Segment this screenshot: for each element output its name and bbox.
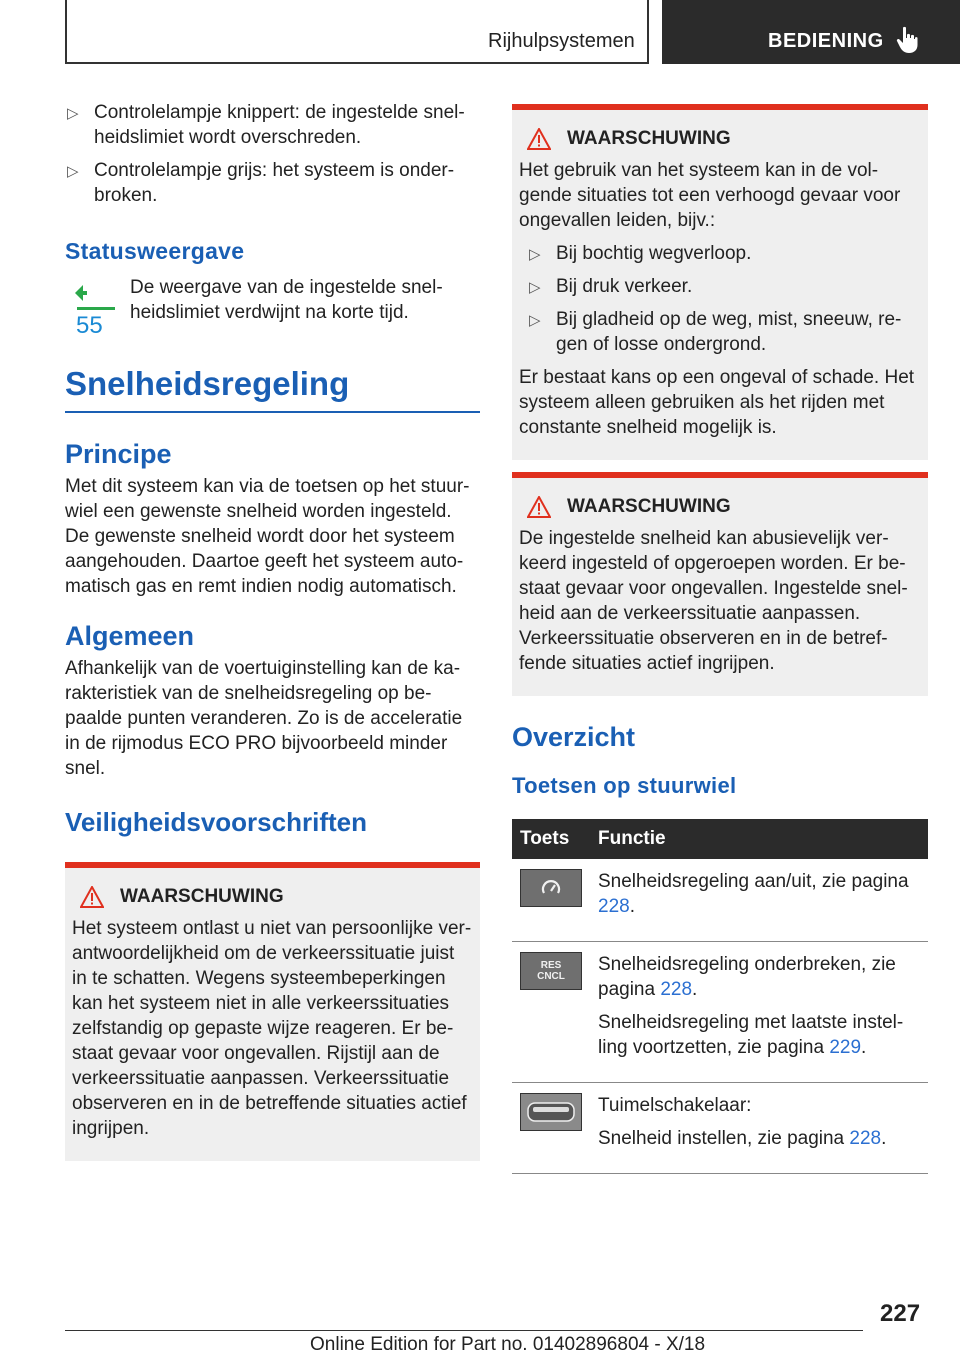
warning-title: WAARSCHUWING xyxy=(519,128,921,150)
warning-triangle-icon xyxy=(80,886,104,908)
list-item: ▷ Bij druk verkeer. xyxy=(527,274,921,299)
table-row xyxy=(512,942,928,1083)
table-row xyxy=(512,859,928,942)
principe-text: Met dit systeem kan via de toetsen op het stuurwiel een gewenste snelheid worden ingesteld. De gewenste snelheid wordt door het systeem aangehouden. Daartoe geeft het systeem automatisch gas en remt indien nodig automatisch. xyxy=(65,476,470,597)
warning-intro: Het gebruik van het systeem kan in de volgende situaties tot een verhoogd gevaar voor ongevallen leiden, bijv.: xyxy=(519,160,901,231)
right-column xyxy=(512,104,928,1174)
column-header-key: Toets xyxy=(512,819,590,859)
status-row xyxy=(65,275,480,355)
rocker-switch-icon xyxy=(520,1093,582,1131)
bullet-triangle-icon: ▷ xyxy=(529,312,541,329)
table-row xyxy=(512,1083,928,1174)
footer-divider xyxy=(65,1330,863,1331)
principe-heading: Principe xyxy=(65,439,172,469)
column-header-function: Functie xyxy=(590,819,928,859)
function-text: Snelheidsregeling onderbreken, zie pagina 228. xyxy=(598,954,896,1000)
pointing-hand-icon xyxy=(896,26,918,54)
warning-text: De ingestelde snelheid kan abusievelijk verkeerd ingesteld of opgeroepen worden. Er bestaat gevaar voor ongevallen. Ingestelde snelheid aan de verkeerssituatie aanpassen. Verkeerssituatie observeren en in de betreffende situaties actief ingrijpen. xyxy=(519,528,908,674)
warning-box xyxy=(512,472,928,696)
status-indicator-value: 55 xyxy=(76,312,103,335)
overzicht-heading: Overzicht xyxy=(512,722,636,752)
warning-text: Het systeem ontlast u niet van persoonlijke verantwoordelijkheid om de verkeerssituatie juist in te schatten. Wegens systeembeperkingen kan het systeem niet in alle verkeerssituaties zelfstandig op gepaste wijze reageren. Er bestaat gevaar voor ongevallen. Rijstijl aan de verkeerssituatie aanpassen. Verkeerssituatie observeren en in de betreffende situaties actief ingrijpen. xyxy=(72,918,472,1139)
toetsen-heading: Toetsen op stuurwiel xyxy=(512,773,737,798)
status-heading: Statusweergave xyxy=(65,238,245,264)
page-link[interactable]: 228 xyxy=(598,896,630,917)
function-text: Snelheid instellen, zie pagina 228. xyxy=(598,1128,887,1149)
list-item: ▷ Bij bochtig wegverloop. xyxy=(527,241,921,266)
res-cncl-icon: RES CNCL xyxy=(520,952,582,990)
list-item: ▷ Controlelampje grijs: het systeem is onderbroken. xyxy=(67,160,455,206)
header-chapter-label: BEDIENING xyxy=(768,30,884,52)
warning-title: WAARSCHUWING xyxy=(72,886,473,908)
veiligheid-heading: Veiligheidsvoorschriften xyxy=(65,807,367,837)
speed-limit-indicator-icon xyxy=(73,285,117,335)
warning-outro: Er bestaat kans op een ongeval of schade. Het systeem alleen gebruiken als het rijden met constante snelheid mogelijk is. xyxy=(519,367,915,438)
warning-box xyxy=(512,104,928,460)
page-link[interactable]: 229 xyxy=(829,1037,862,1058)
bullet-triangle-icon: ▷ xyxy=(67,105,79,122)
main-heading: Snelheidsregeling xyxy=(65,365,480,413)
keys-table xyxy=(512,819,928,1174)
warning-triangle-icon xyxy=(527,128,551,150)
bullet-triangle-icon: ▷ xyxy=(529,279,541,296)
bullet-triangle-icon: ▷ xyxy=(67,163,79,180)
function-text: Snelheidsregeling aan/uit, zie pagina 228. xyxy=(598,871,909,917)
page-number: 227 xyxy=(880,1300,921,1327)
status-text: De weergave van de ingestelde snelheidslimiet verdwijnt na korte tijd. xyxy=(130,277,443,323)
page-link[interactable]: 228 xyxy=(660,979,693,1000)
left-column xyxy=(65,100,480,1161)
page-link[interactable]: 228 xyxy=(849,1128,882,1149)
function-text: Tuimelschakelaar: xyxy=(598,1095,752,1116)
speed-control-icon xyxy=(520,869,582,907)
warning-box xyxy=(65,862,480,1161)
warning-triangle-icon xyxy=(527,496,551,518)
list-item: ▷ Controlelampje knippert: de ingestelde snelheidslimiet wordt overschreden. xyxy=(67,102,465,148)
warning-title: WAARSCHUWING xyxy=(519,496,921,518)
algemeen-heading: Algemeen xyxy=(65,621,195,651)
algemeen-text: Afhankelijk van de voertuiginstelling kan de karakteristiek van de snelheidsregeling op bepaalde punten veranderen. Zo is de acceleratie in de rijmodus ECO PRO bijvoorbeeld minder snel. xyxy=(65,658,463,779)
footer-edition: Online Edition for Part no. 01402896804 - X/18 xyxy=(310,1334,706,1355)
function-text: Snelheidsregeling met laatste instelling voortzetten, zie pagina 229. xyxy=(598,1012,904,1058)
list-item: ▷ Bij gladheid op de weg, mist, sneeuw, regen of losse ondergrond. xyxy=(529,309,902,355)
header-section-title: Rijhulpsystemen xyxy=(488,30,635,52)
bullet-triangle-icon: ▷ xyxy=(529,246,541,263)
